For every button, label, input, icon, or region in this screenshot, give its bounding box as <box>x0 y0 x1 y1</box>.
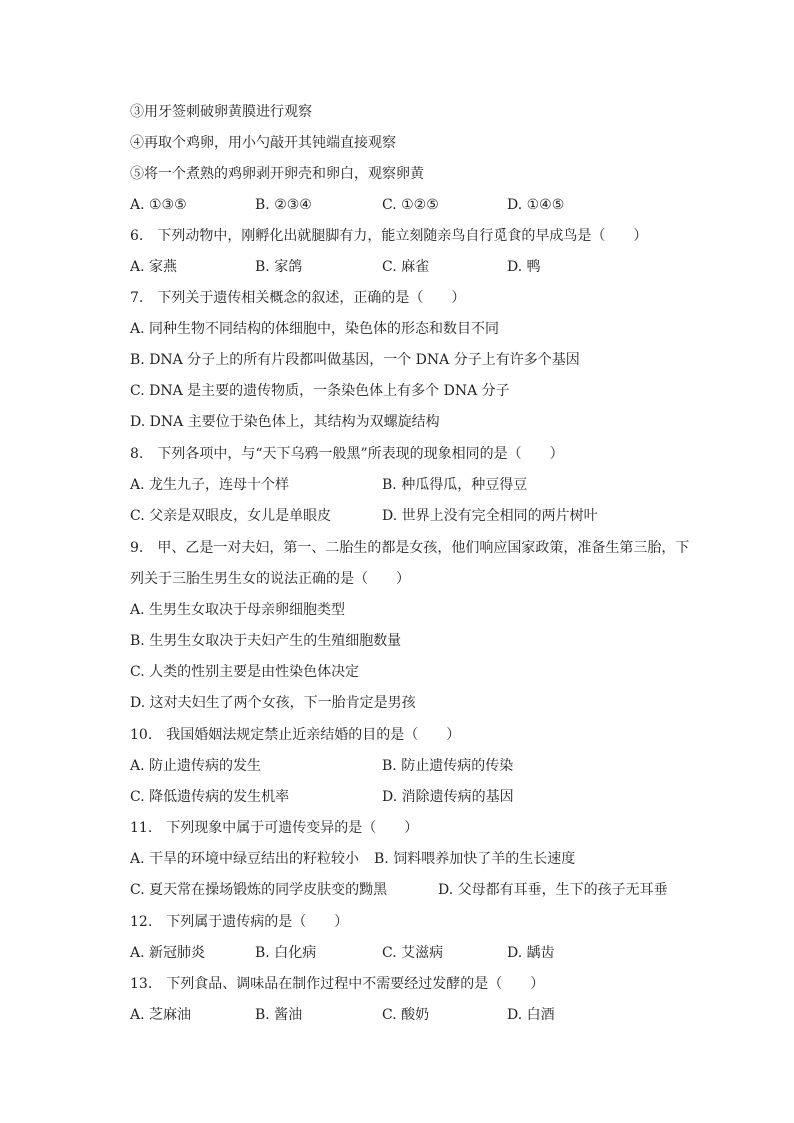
q8-option-b: B. 种瓜得瓜，种豆得豆 <box>382 477 528 493</box>
q13-option-a: A. 芝麻油 <box>130 1007 192 1023</box>
q7-option-d: D. DNA 主要位于染色体上，其结构为双螺旋结构 <box>130 414 440 430</box>
q6-option-d: D. 鸭 <box>507 259 541 275</box>
q12-stem: 12. 下列属于遗传病的是（ ） <box>130 914 349 930</box>
q9-option-d: D. 这对夫妇生了两个女孩，下一胎肯定是男孩 <box>130 695 416 711</box>
q6-option-c: C. 麻雀 <box>382 259 430 275</box>
q12-option-a: A. 新冠肺炎 <box>130 945 206 961</box>
q13-stem: 13. 下列食品、调味品在制作过程中不需要经过发酵的是（ ） <box>130 976 545 992</box>
q13-option-d: D. 白酒 <box>507 1007 555 1023</box>
q5-option-c: C. ①②⑤ <box>382 197 439 213</box>
q8-option-d: D. 世界上没有完全相同的两片树叶 <box>382 508 598 524</box>
q9-stem-line-2: 列关于三胎生男生女的说法正确的是（ ） <box>130 571 410 587</box>
q8-stem: 8. 下列各项中，与“天下乌鸦一般黑”所表现的现象相同的是（ ） <box>130 446 564 462</box>
intro-item-4: ④再取个鸡卵，用小勺敲开其钝端直接观察 <box>130 135 396 151</box>
q6-stem: 6. 下列动物中，刚孵化出就腿脚有力，能立刻随亲鸟自行觅食的早成鸟是（ ） <box>130 228 648 244</box>
q12-option-c: C. 艾滋病 <box>382 945 444 961</box>
q9-option-c: C. 人类的性别主要是由性染色体决定 <box>130 664 360 680</box>
q5-option-b: B. ②③④ <box>255 197 312 213</box>
q10-option-a: A. 防止遗传病的发生 <box>130 758 262 774</box>
q6-option-a: A. 家燕 <box>130 259 178 275</box>
q6-option-b: B. 家鸽 <box>255 259 303 275</box>
q10-option-c: C. 降低遗传病的发生机率 <box>130 789 290 805</box>
intro-item-5: ⑤将一个煮熟的鸡卵剥开卵壳和卵白，观察卵黄 <box>130 166 424 182</box>
q9-option-b: B. 生男生女取决于夫妇产生的生殖细胞数量 <box>130 633 402 649</box>
q11-stem: 11. 下列现象中属于可遗传变异的是（ ） <box>130 820 419 836</box>
q13-option-b: B. 酱油 <box>255 1007 303 1023</box>
q11-option-c: C. 夏天常在操场锻炼的同学皮肤变的黝黑 <box>130 882 388 898</box>
q9-stem-line-1: 9. 甲、乙是一对夫妇，第一、二胎生的都是女孩，他们响应国家政策，准备生第三胎，下 <box>130 540 690 556</box>
q10-option-b: B. 防止遗传病的传染 <box>382 758 514 774</box>
q8-option-a: A. 龙生九子，连母十个样 <box>130 477 290 493</box>
q13-option-c: C. 酸奶 <box>382 1007 430 1023</box>
q7-option-c: C. DNA 是主要的遗传物质，一条染色体上有多个 DNA 分子 <box>130 383 510 399</box>
q10-option-d: D. 消除遗传病的基因 <box>382 789 514 805</box>
q5-option-a: A. ①③⑤ <box>130 197 187 213</box>
q9-option-a: A. 生男生女取决于母亲卵细胞类型 <box>130 602 346 618</box>
q12-option-d: D. 龋齿 <box>507 945 555 961</box>
q7-option-a: A. 同种生物不同结构的体细胞中，染色体的形态和数目不同 <box>130 321 500 337</box>
q11-option-d: D. 父母都有耳垂，生下的孩子无耳垂 <box>438 882 668 898</box>
q5-option-d: D. ①④⑤ <box>507 197 565 213</box>
q10-stem: 10. 我国婚姻法规定禁止近亲结婚的目的是（ ） <box>130 727 461 743</box>
q11-option-a: A. 干旱的环境中绿豆结出的籽粒较小 <box>130 851 360 867</box>
q12-option-b: B. 白化病 <box>255 945 317 961</box>
q11-option-b: B. 饲料喂养加快了羊的生长速度 <box>374 851 576 867</box>
intro-item-3: ③用牙签刺破卵黄膜进行观察 <box>130 104 312 120</box>
q7-stem: 7. 下列关于遗传相关概念的叙述，正确的是（ ） <box>130 290 466 306</box>
q7-option-b: B. DNA 分子上的所有片段都叫做基因，一个 DNA 分子上有许多个基因 <box>130 352 580 368</box>
q8-option-c: C. 父亲是双眼皮，女儿是单眼皮 <box>130 508 332 524</box>
